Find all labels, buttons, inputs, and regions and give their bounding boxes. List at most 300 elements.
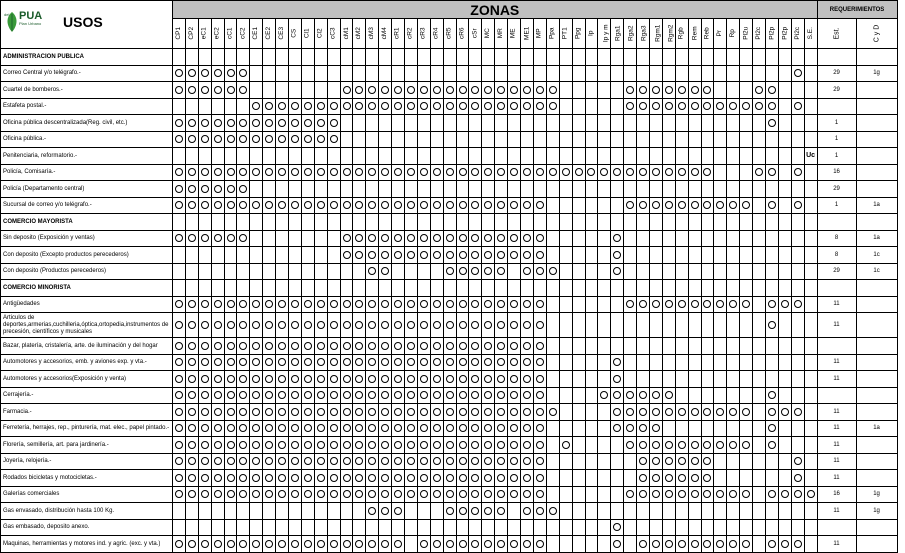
- zone-cell: [753, 230, 766, 247]
- zone-cell: [495, 164, 508, 181]
- zone-cell: [611, 437, 624, 454]
- cyd-value: [856, 49, 897, 66]
- permitted-circle-icon: [214, 135, 222, 143]
- zone-cell: [482, 313, 495, 338]
- permitted-circle-icon: [459, 457, 467, 465]
- cyd-value: 1a: [856, 197, 897, 214]
- zone-cell: [469, 437, 482, 454]
- permitted-circle-icon: [278, 474, 286, 482]
- table-row: [1, 247, 898, 264]
- zone-cell: [430, 371, 443, 388]
- zone-cell: [405, 338, 418, 355]
- zone-cell: [327, 387, 340, 404]
- permitted-circle-icon: [407, 321, 415, 329]
- permitted-circle-icon: [433, 342, 441, 350]
- zone-cell: [224, 470, 237, 487]
- zone-cell: [791, 371, 804, 388]
- zone-cell: [624, 354, 637, 371]
- usos-label: Policía (Departamento central): [1, 181, 173, 198]
- zone-cell: [598, 214, 611, 231]
- permitted-circle-icon: [304, 540, 312, 548]
- zone-cell: [340, 131, 353, 148]
- zone-cell: [778, 536, 791, 553]
- permitted-circle-icon: [536, 321, 544, 329]
- permitted-circle-icon: [459, 540, 467, 548]
- cyd-value: 1g: [856, 65, 897, 82]
- zone-cell: [405, 197, 418, 214]
- zone-cell: [379, 247, 392, 264]
- zone-cell: [482, 437, 495, 454]
- permitted-circle-icon: [252, 358, 260, 366]
- zone-cell: [662, 197, 675, 214]
- permitted-circle-icon: [317, 408, 325, 416]
- permitted-circle-icon: [742, 408, 750, 416]
- zone-cell: [637, 453, 650, 470]
- zone-cell: [185, 387, 198, 404]
- zone-cell: [263, 82, 276, 99]
- zone-cell: [366, 214, 379, 231]
- zone-cell: [585, 536, 598, 553]
- zone-cell: [598, 371, 611, 388]
- zone-cell: [366, 148, 379, 165]
- permitted-circle-icon: [613, 391, 621, 399]
- zone-cell: [624, 371, 637, 388]
- zone-cell: [340, 230, 353, 247]
- zone-cell: [405, 280, 418, 297]
- permitted-circle-icon: [330, 457, 338, 465]
- zone-cell: [327, 263, 340, 280]
- zone-cell: [495, 65, 508, 82]
- zone-header-ce1: [250, 19, 263, 49]
- zone-cell: [185, 131, 198, 148]
- zone-cell: [211, 354, 224, 371]
- cyd-value: [856, 280, 897, 297]
- zone-header-rgb: [675, 19, 688, 49]
- zone-cell: [585, 486, 598, 503]
- zone-cell: [237, 164, 250, 181]
- permitted-circle-icon: [794, 457, 802, 465]
- permitted-circle-icon: [265, 441, 273, 449]
- zone-cell: [392, 98, 405, 115]
- zone-cell: [521, 280, 534, 297]
- permitted-circle-icon: [536, 168, 544, 176]
- zone-cell: [533, 420, 546, 437]
- zone-cell: [211, 197, 224, 214]
- zone-cell: [804, 181, 817, 198]
- section-label: ADMINISTRACION PUBLICA: [1, 49, 173, 66]
- zone-cell: [314, 131, 327, 148]
- zone-cell: [366, 437, 379, 454]
- zone-header-cp1: [173, 19, 186, 49]
- zone-cell: [443, 354, 456, 371]
- zone-cell: [714, 280, 727, 297]
- zone-cell: [173, 82, 186, 99]
- zone-cell: [804, 486, 817, 503]
- zone-cell: [649, 354, 662, 371]
- permitted-circle-icon: [201, 185, 209, 193]
- zone-cell: [508, 437, 521, 454]
- zone-cell: [173, 98, 186, 115]
- zone-cell: [753, 404, 766, 421]
- zone-cell: [791, 280, 804, 297]
- est-value: 11: [817, 420, 856, 437]
- zone-cell: [765, 404, 778, 421]
- permitted-circle-icon: [703, 168, 711, 176]
- permitted-circle-icon: [381, 342, 389, 350]
- permitted-circle-icon: [639, 540, 647, 548]
- permitted-circle-icon: [227, 358, 235, 366]
- cyd-value: [856, 98, 897, 115]
- zone-header-ec1: [198, 19, 211, 49]
- permitted-circle-icon: [691, 168, 699, 176]
- permitted-circle-icon: [381, 201, 389, 209]
- zone-cell: [662, 519, 675, 536]
- req-header-label: C y D: [873, 24, 881, 43]
- zone-cell: [379, 296, 392, 313]
- permitted-circle-icon: [768, 300, 776, 308]
- permitted-circle-icon: [484, 358, 492, 366]
- zone-cell: [392, 49, 405, 66]
- table-row: [1, 115, 898, 132]
- zone-cell: [611, 486, 624, 503]
- permitted-circle-icon: [175, 375, 183, 383]
- zone-cell: [804, 164, 817, 181]
- zone-cell: [327, 280, 340, 297]
- zone-cell: [611, 230, 624, 247]
- zone-cell: [340, 404, 353, 421]
- zone-cell: [185, 519, 198, 536]
- zone-cell: [637, 65, 650, 82]
- zone-cell: [276, 486, 289, 503]
- zone-cell: [727, 263, 740, 280]
- zone-cell: [495, 263, 508, 280]
- zone-cell: [263, 247, 276, 264]
- zone-cell: [546, 470, 559, 487]
- zone-cell: [624, 247, 637, 264]
- permitted-circle-icon: [691, 540, 699, 548]
- permitted-circle-icon: [484, 408, 492, 416]
- zone-cell: [250, 453, 263, 470]
- permitted-circle-icon: [175, 424, 183, 432]
- zone-cell: [559, 338, 572, 355]
- zone-cell: [417, 470, 430, 487]
- permitted-circle-icon: [768, 102, 776, 110]
- zone-cell: [353, 280, 366, 297]
- table-row: [1, 437, 898, 454]
- zone-cell: [289, 164, 302, 181]
- permitted-circle-icon: [497, 201, 505, 209]
- permitted-circle-icon: [381, 408, 389, 416]
- zone-cell: [740, 82, 753, 99]
- logo-small-text: del: [4, 12, 10, 17]
- zone-cell: [224, 296, 237, 313]
- zone-cell: [211, 263, 224, 280]
- zone-cell: [198, 338, 211, 355]
- zone-cell: [559, 519, 572, 536]
- permitted-circle-icon: [639, 300, 647, 308]
- permitted-circle-icon: [497, 358, 505, 366]
- zone-cell: [340, 181, 353, 198]
- permitted-circle-icon: [433, 201, 441, 209]
- zone-header-label: cC2: [239, 27, 247, 40]
- zone-cell: [701, 181, 714, 198]
- permitted-circle-icon: [536, 441, 544, 449]
- permitted-circle-icon: [214, 474, 222, 482]
- zone-cell: [443, 214, 456, 231]
- permitted-circle-icon: [665, 168, 673, 176]
- permitted-circle-icon: [742, 300, 750, 308]
- permitted-circle-icon: [214, 201, 222, 209]
- zone-cell: [469, 354, 482, 371]
- zone-cell: [688, 181, 701, 198]
- zone-cell: [637, 371, 650, 388]
- zone-cell: [546, 181, 559, 198]
- zone-header-cc2: [237, 19, 250, 49]
- permitted-circle-icon: [536, 375, 544, 383]
- permitted-circle-icon: [201, 474, 209, 482]
- zone-cell: [585, 247, 598, 264]
- zone-cell: [624, 230, 637, 247]
- zone-cell: [392, 313, 405, 338]
- permitted-circle-icon: [510, 251, 518, 259]
- zone-cell: [289, 371, 302, 388]
- zone-cell: [392, 354, 405, 371]
- permitted-circle-icon: [214, 457, 222, 465]
- zone-cell: [675, 131, 688, 148]
- zone-header-label: eC2: [213, 27, 221, 40]
- permitted-circle-icon: [523, 267, 531, 275]
- permitted-circle-icon: [459, 474, 467, 482]
- zone-cell: [430, 519, 443, 536]
- zone-cell: [714, 404, 727, 421]
- zone-cell: [482, 164, 495, 181]
- zone-cell: [508, 280, 521, 297]
- zone-header-label: cM2: [355, 27, 363, 40]
- permitted-circle-icon: [459, 251, 467, 259]
- zone-cell: [379, 148, 392, 165]
- zone-cell: [753, 214, 766, 231]
- zone-cell: [366, 197, 379, 214]
- permitted-circle-icon: [278, 457, 286, 465]
- table-row: [1, 131, 898, 148]
- zone-cell: [649, 164, 662, 181]
- zone-cell: [469, 296, 482, 313]
- permitted-circle-icon: [639, 441, 647, 449]
- zone-cell: [778, 148, 791, 165]
- table-row: [1, 519, 898, 536]
- zone-cell: [753, 387, 766, 404]
- permitted-circle-icon: [188, 424, 196, 432]
- permitted-circle-icon: [523, 408, 531, 416]
- permitted-circle-icon: [510, 358, 518, 366]
- zone-cell: [585, 98, 598, 115]
- zone-cell: [405, 313, 418, 338]
- req-header-est: [817, 19, 856, 49]
- permitted-circle-icon: [626, 102, 634, 110]
- zone-cell: [276, 453, 289, 470]
- permitted-circle-icon: [368, 474, 376, 482]
- permitted-circle-icon: [291, 168, 299, 176]
- zone-cell: [765, 131, 778, 148]
- zone-cell: [276, 49, 289, 66]
- zone-cell: [173, 470, 186, 487]
- permitted-circle-icon: [304, 168, 312, 176]
- zone-cell: [469, 148, 482, 165]
- zone-cell: [508, 354, 521, 371]
- zone-cell: [263, 263, 276, 280]
- zone-cell: [405, 354, 418, 371]
- permitted-circle-icon: [188, 201, 196, 209]
- zone-cell: [740, 49, 753, 66]
- permitted-circle-icon: [484, 375, 492, 383]
- permitted-circle-icon: [317, 119, 325, 127]
- zone-cell: [727, 197, 740, 214]
- zone-cell: [289, 486, 302, 503]
- zone-cell: [546, 115, 559, 132]
- usos-label: Ferretería, herrajes, rep., pinturería, mat. elec., papel pintado.-: [1, 420, 173, 437]
- zone-cell: [211, 131, 224, 148]
- zone-cell: [379, 98, 392, 115]
- zone-cell: [714, 420, 727, 437]
- zone-cell: [379, 387, 392, 404]
- zone-cell: [688, 280, 701, 297]
- zone-cell: [456, 453, 469, 470]
- zone-cell: [624, 486, 637, 503]
- zone-cell: [289, 230, 302, 247]
- zone-cell: [740, 280, 753, 297]
- zone-cell: [314, 387, 327, 404]
- zone-cell: [469, 486, 482, 503]
- zone-cell: [611, 115, 624, 132]
- permitted-circle-icon: [536, 342, 544, 350]
- permitted-circle-icon: [175, 135, 183, 143]
- zone-cell: [417, 371, 430, 388]
- zone-cell: [546, 247, 559, 264]
- section-label: COMERCIO MINORISTA: [1, 280, 173, 297]
- permitted-circle-icon: [407, 168, 415, 176]
- zone-cell: [662, 98, 675, 115]
- permitted-circle-icon: [355, 375, 363, 383]
- zone-cell: [276, 214, 289, 231]
- usos-label: Maquinas, herramientas y motores ind. y agric. (exc. y vta.): [1, 536, 173, 553]
- permitted-circle-icon: [407, 201, 415, 209]
- zone-cell: [701, 371, 714, 388]
- zone-cell: [495, 82, 508, 99]
- permitted-circle-icon: [407, 300, 415, 308]
- permitted-circle-icon: [523, 424, 531, 432]
- zone-cell: [662, 263, 675, 280]
- permitted-circle-icon: [407, 408, 415, 416]
- zone-cell: [340, 296, 353, 313]
- table-row: [1, 82, 898, 99]
- permitted-circle-icon: [201, 358, 209, 366]
- permitted-circle-icon: [781, 408, 789, 416]
- table-row: [1, 230, 898, 247]
- permitted-circle-icon: [381, 234, 389, 242]
- permitted-circle-icon: [394, 441, 402, 449]
- permitted-circle-icon: [304, 201, 312, 209]
- zone-cell: [778, 98, 791, 115]
- zone-cell: [301, 453, 314, 470]
- zone-cell: [250, 296, 263, 313]
- est-value: [817, 49, 856, 66]
- zone-cell: [727, 470, 740, 487]
- permitted-circle-icon: [420, 540, 428, 548]
- permitted-circle-icon: [433, 102, 441, 110]
- zone-cell: [185, 247, 198, 264]
- permitted-circle-icon: [188, 342, 196, 350]
- permitted-circle-icon: [407, 375, 415, 383]
- usos-label: Galerías comerciales: [1, 486, 173, 503]
- permitted-circle-icon: [188, 300, 196, 308]
- zone-cell: [237, 296, 250, 313]
- zone-cell: [456, 338, 469, 355]
- permitted-circle-icon: [227, 201, 235, 209]
- cyd-value: [856, 371, 897, 388]
- req-header-cyd: [856, 19, 897, 49]
- zone-cell: [508, 420, 521, 437]
- zone-header-label: cM1: [342, 27, 350, 40]
- permitted-circle-icon: [239, 234, 247, 242]
- permitted-circle-icon: [471, 408, 479, 416]
- permitted-circle-icon: [639, 391, 647, 399]
- zone-cell: [649, 49, 662, 66]
- zone-cell: [611, 387, 624, 404]
- table-row: [1, 387, 898, 404]
- zone-cell: [778, 65, 791, 82]
- permitted-circle-icon: [459, 300, 467, 308]
- permitted-circle-icon: [188, 69, 196, 77]
- zone-cell: [276, 263, 289, 280]
- zone-cell: [417, 181, 430, 198]
- zone-cell: [482, 536, 495, 553]
- permitted-circle-icon: [343, 408, 351, 416]
- zone-cell: [637, 519, 650, 536]
- table-row: [1, 313, 898, 338]
- zone-cell: [456, 280, 469, 297]
- zone-cell: [611, 536, 624, 553]
- zone-cell: [469, 536, 482, 553]
- zone-cell: [572, 263, 585, 280]
- zone-cell: [405, 131, 418, 148]
- zone-cell: [649, 181, 662, 198]
- permitted-circle-icon: [794, 300, 802, 308]
- zone-cell: [637, 197, 650, 214]
- zone-cell: [250, 82, 263, 99]
- zone-cell: [405, 486, 418, 503]
- permitted-circle-icon: [459, 267, 467, 275]
- permitted-circle-icon: [523, 441, 531, 449]
- zone-cell: [211, 387, 224, 404]
- zone-cell: [624, 404, 637, 421]
- zone-cell: [740, 470, 753, 487]
- permitted-circle-icon: [446, 408, 454, 416]
- zone-cell: [443, 247, 456, 264]
- zone-cell: [198, 519, 211, 536]
- zone-cell: [727, 313, 740, 338]
- zone-cell: [649, 387, 662, 404]
- zone-cell: [340, 49, 353, 66]
- zone-cell: [791, 230, 804, 247]
- usos-label: Cerrajería.-: [1, 387, 173, 404]
- zone-cell: [572, 404, 585, 421]
- permitted-circle-icon: [691, 86, 699, 94]
- zone-cell: [637, 115, 650, 132]
- zone-header-pl2c: [753, 19, 766, 49]
- zone-cell: [778, 82, 791, 99]
- zone-cell: [379, 115, 392, 132]
- zone-cell: [804, 470, 817, 487]
